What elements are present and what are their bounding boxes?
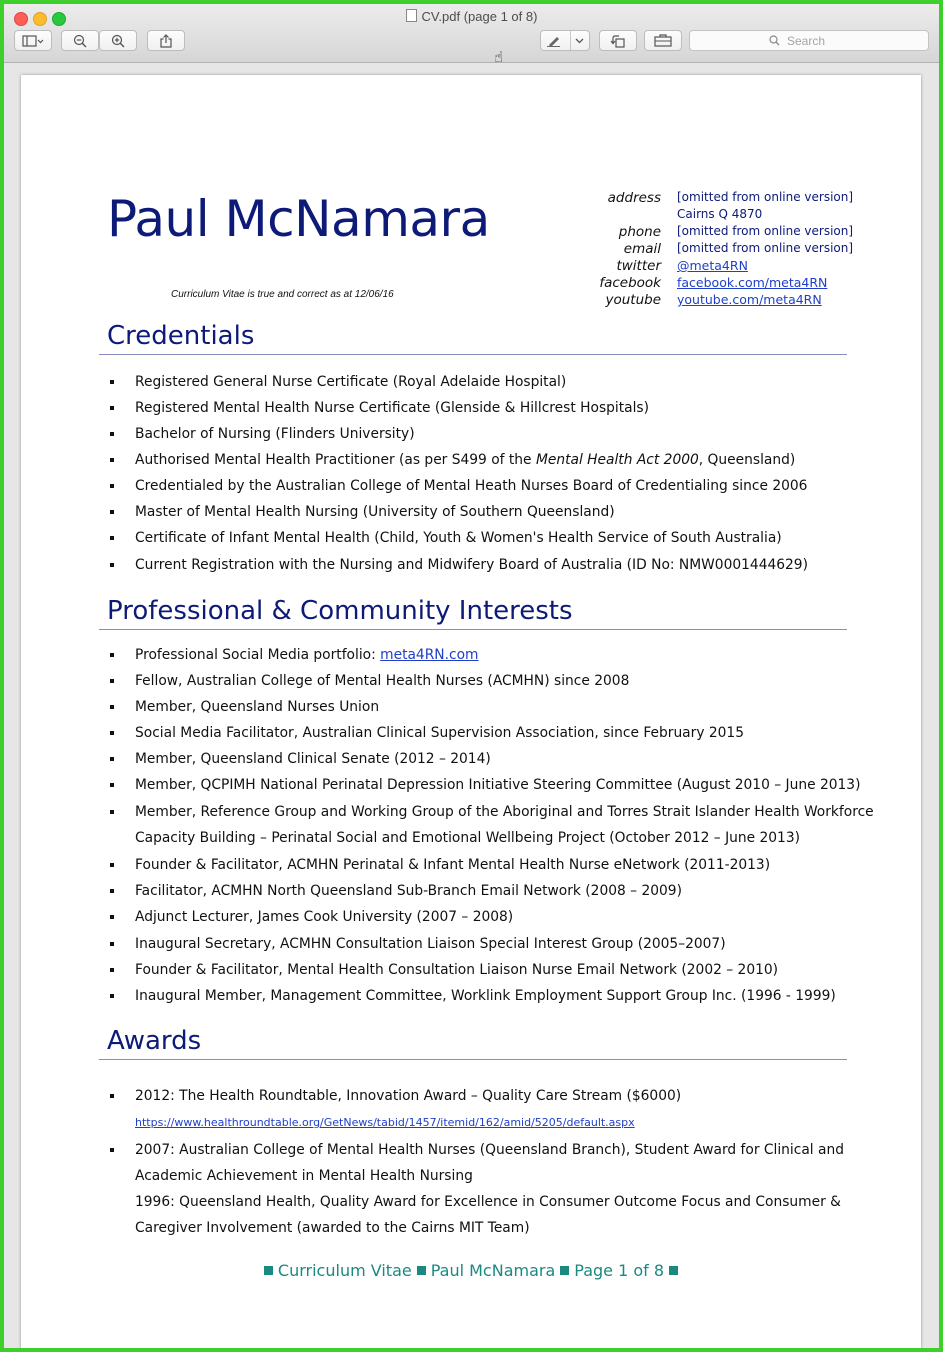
rotate-button[interactable] — [599, 30, 637, 51]
markup-toolbar-button[interactable] — [540, 30, 590, 51]
share-icon — [160, 34, 172, 48]
cv-name: Paul McNamara — [107, 190, 490, 248]
credentials-list — [107, 369, 808, 578]
portfolio-link[interactable]: meta4RN.com — [380, 647, 479, 663]
square-bullet-icon — [264, 1266, 273, 1275]
award-link[interactable]: https://www.healthroundtable.org/GetNews/tabid/1457/itemid/162/amid/5205/default.aspx — [135, 1116, 635, 1129]
sidebar-toggle-button[interactable] — [14, 30, 52, 51]
contact-value: [omitted from online version] — [677, 241, 854, 255]
twitter-link[interactable]: @meta4RN — [677, 258, 748, 273]
list-item: Member, Queensland Nurses Union — [107, 694, 874, 720]
page-footer: Curriculum Vitae Paul McNamara Page 1 of 8 — [21, 1261, 921, 1280]
list-item: Adjunct Lecturer, James Cook University (2007 – 2008) — [107, 904, 874, 930]
list-item: Bachelor of Nursing (Flinders University) — [107, 421, 808, 447]
zoom-out-button[interactable] — [61, 30, 99, 51]
list-item: Authorised Mental Health Practitioner (as per S499 of the Mental Health Act 2000, Queensland) — [107, 447, 808, 473]
list-item: Professional Social Media portfolio: meta4RN.com — [107, 642, 874, 668]
list-item: 2012: The Health Roundtable, Innovation Award – Quality Care Stream ($6000) https://www.healthroundtable.org/GetNews/tabid/1457/itemid/162/amid/5205/default.aspx — [107, 1083, 844, 1135]
list-item: Facilitator, ACMHN North Queensland Sub-Branch Email Network (2008 – 2009) — [107, 878, 874, 904]
pdf-document-icon — [406, 9, 417, 22]
list-item: Current Registration with the Nursing and Midwifery Board of Australia (ID No: NMW0001444629) — [107, 552, 808, 578]
square-bullet-icon — [560, 1266, 569, 1275]
search-input[interactable] — [785, 33, 849, 49]
pdf-page — [21, 75, 921, 1348]
contact-label: facebook — [599, 275, 661, 291]
zoom-out-icon — [73, 34, 87, 48]
list-item: Registered Mental Health Nurse Certificate (Glenside & Hillcrest Hospitals) — [107, 395, 808, 421]
contact-value: [omitted from online version] — [677, 224, 854, 238]
list-item: 2007: Australian College of Mental Health Nurses (Queensland Branch), Student Award for Clinical and Academic Achievement in Mental Health Nursing 1996: Queensland Health, Quality Award for Excellence in Consumer Outcome Focus and Consumer & Caregiver Involvement (awarded to the Cairns MIT Team) — [107, 1137, 844, 1241]
preview-window — [4, 4, 939, 1348]
toolbox-button[interactable] — [644, 30, 682, 51]
zoom-in-icon — [111, 34, 125, 48]
contact-label: youtube — [605, 292, 661, 308]
section-divider — [99, 629, 847, 630]
list-item: Member, Queensland Clinical Senate (2012 – 2014) — [107, 746, 874, 772]
share-button[interactable] — [147, 30, 185, 51]
rotate-icon — [610, 34, 626, 48]
list-item: Credentialed by the Australian College of Mental Heath Nurses Board of Credentialing since 2006 — [107, 473, 808, 499]
list-item: Registered General Nurse Certificate (Royal Adelaide Hospital) — [107, 369, 808, 395]
interests-heading: Professional & Community Interests — [107, 596, 573, 626]
list-item: Certificate of Infant Mental Health (Child, Youth & Women's Health Service of South Australia) — [107, 525, 808, 551]
section-divider — [99, 354, 847, 355]
youtube-link[interactable]: youtube.com/meta4RN — [677, 292, 822, 307]
window-title — [4, 9, 939, 24]
contact-label: email — [623, 241, 661, 257]
list-item: Fellow, Australian College of Mental Health Nurses (ACMHN) since 2008 — [107, 668, 874, 694]
contact-label: address — [607, 190, 661, 206]
contact-label: twitter — [616, 258, 661, 274]
list-item: Master of Mental Health Nursing (University of Southern Queensland) — [107, 499, 808, 525]
section-divider — [99, 1059, 847, 1060]
square-bullet-icon — [669, 1266, 678, 1275]
square-bullet-icon — [417, 1266, 426, 1275]
facebook-link[interactable]: facebook.com/meta4RN — [677, 275, 828, 290]
zoom-in-button[interactable] — [99, 30, 137, 51]
list-item: Member, Reference Group and Working Group of the Aboriginal and Torres Strait Islander Health Workforce Capacity Building – Perinatal Social and Emotional Wellbeing Project (October 2012 – June 2013) — [107, 799, 874, 851]
sidebar-icon — [22, 35, 44, 47]
contact-value: [omitted from online version] — [677, 190, 854, 204]
markup-pen-icon — [546, 35, 564, 47]
contact-value: Cairns Q 4870 — [677, 207, 763, 221]
list-item: Inaugural Member, Management Committee, Worklink Employment Support Group Inc. (1996 - 1999) — [107, 983, 874, 1009]
toolbox-icon — [654, 34, 672, 47]
hand-cursor-icon: ☝ — [494, 48, 504, 66]
list-item: Social Media Facilitator, Australian Clinical Supervision Association, since February 2015 — [107, 720, 874, 746]
window-toolbar — [4, 4, 939, 66]
cv-tagline: Curriculum Vitae is true and correct as at 12/06/16 — [171, 289, 394, 300]
search-field[interactable] — [689, 30, 929, 51]
contact-label: phone — [618, 224, 661, 240]
list-item: Member, QCPIMH National Perinatal Depression Initiative Steering Committee (August 2010 – June 2013) — [107, 772, 874, 798]
credentials-heading: Credentials — [107, 321, 255, 351]
chevron-down-icon — [575, 38, 584, 44]
awards-list — [107, 1083, 844, 1241]
list-item: Founder & Facilitator, ACMHN Perinatal & Infant Mental Health Nurse eNetwork (2011-2013) — [107, 852, 874, 878]
awards-heading: Awards — [107, 1026, 202, 1056]
window-title-text: CV.pdf (page 1 of 8) — [421, 9, 538, 24]
interests-list — [107, 642, 874, 1009]
list-item: Founder & Facilitator, Mental Health Consultation Liaison Nurse Email Network (2002 – 2010) — [107, 957, 874, 983]
list-item: Inaugural Secretary, ACMHN Consultation Liaison Special Interest Group (2005–2007) — [107, 931, 874, 957]
search-icon — [769, 35, 780, 46]
